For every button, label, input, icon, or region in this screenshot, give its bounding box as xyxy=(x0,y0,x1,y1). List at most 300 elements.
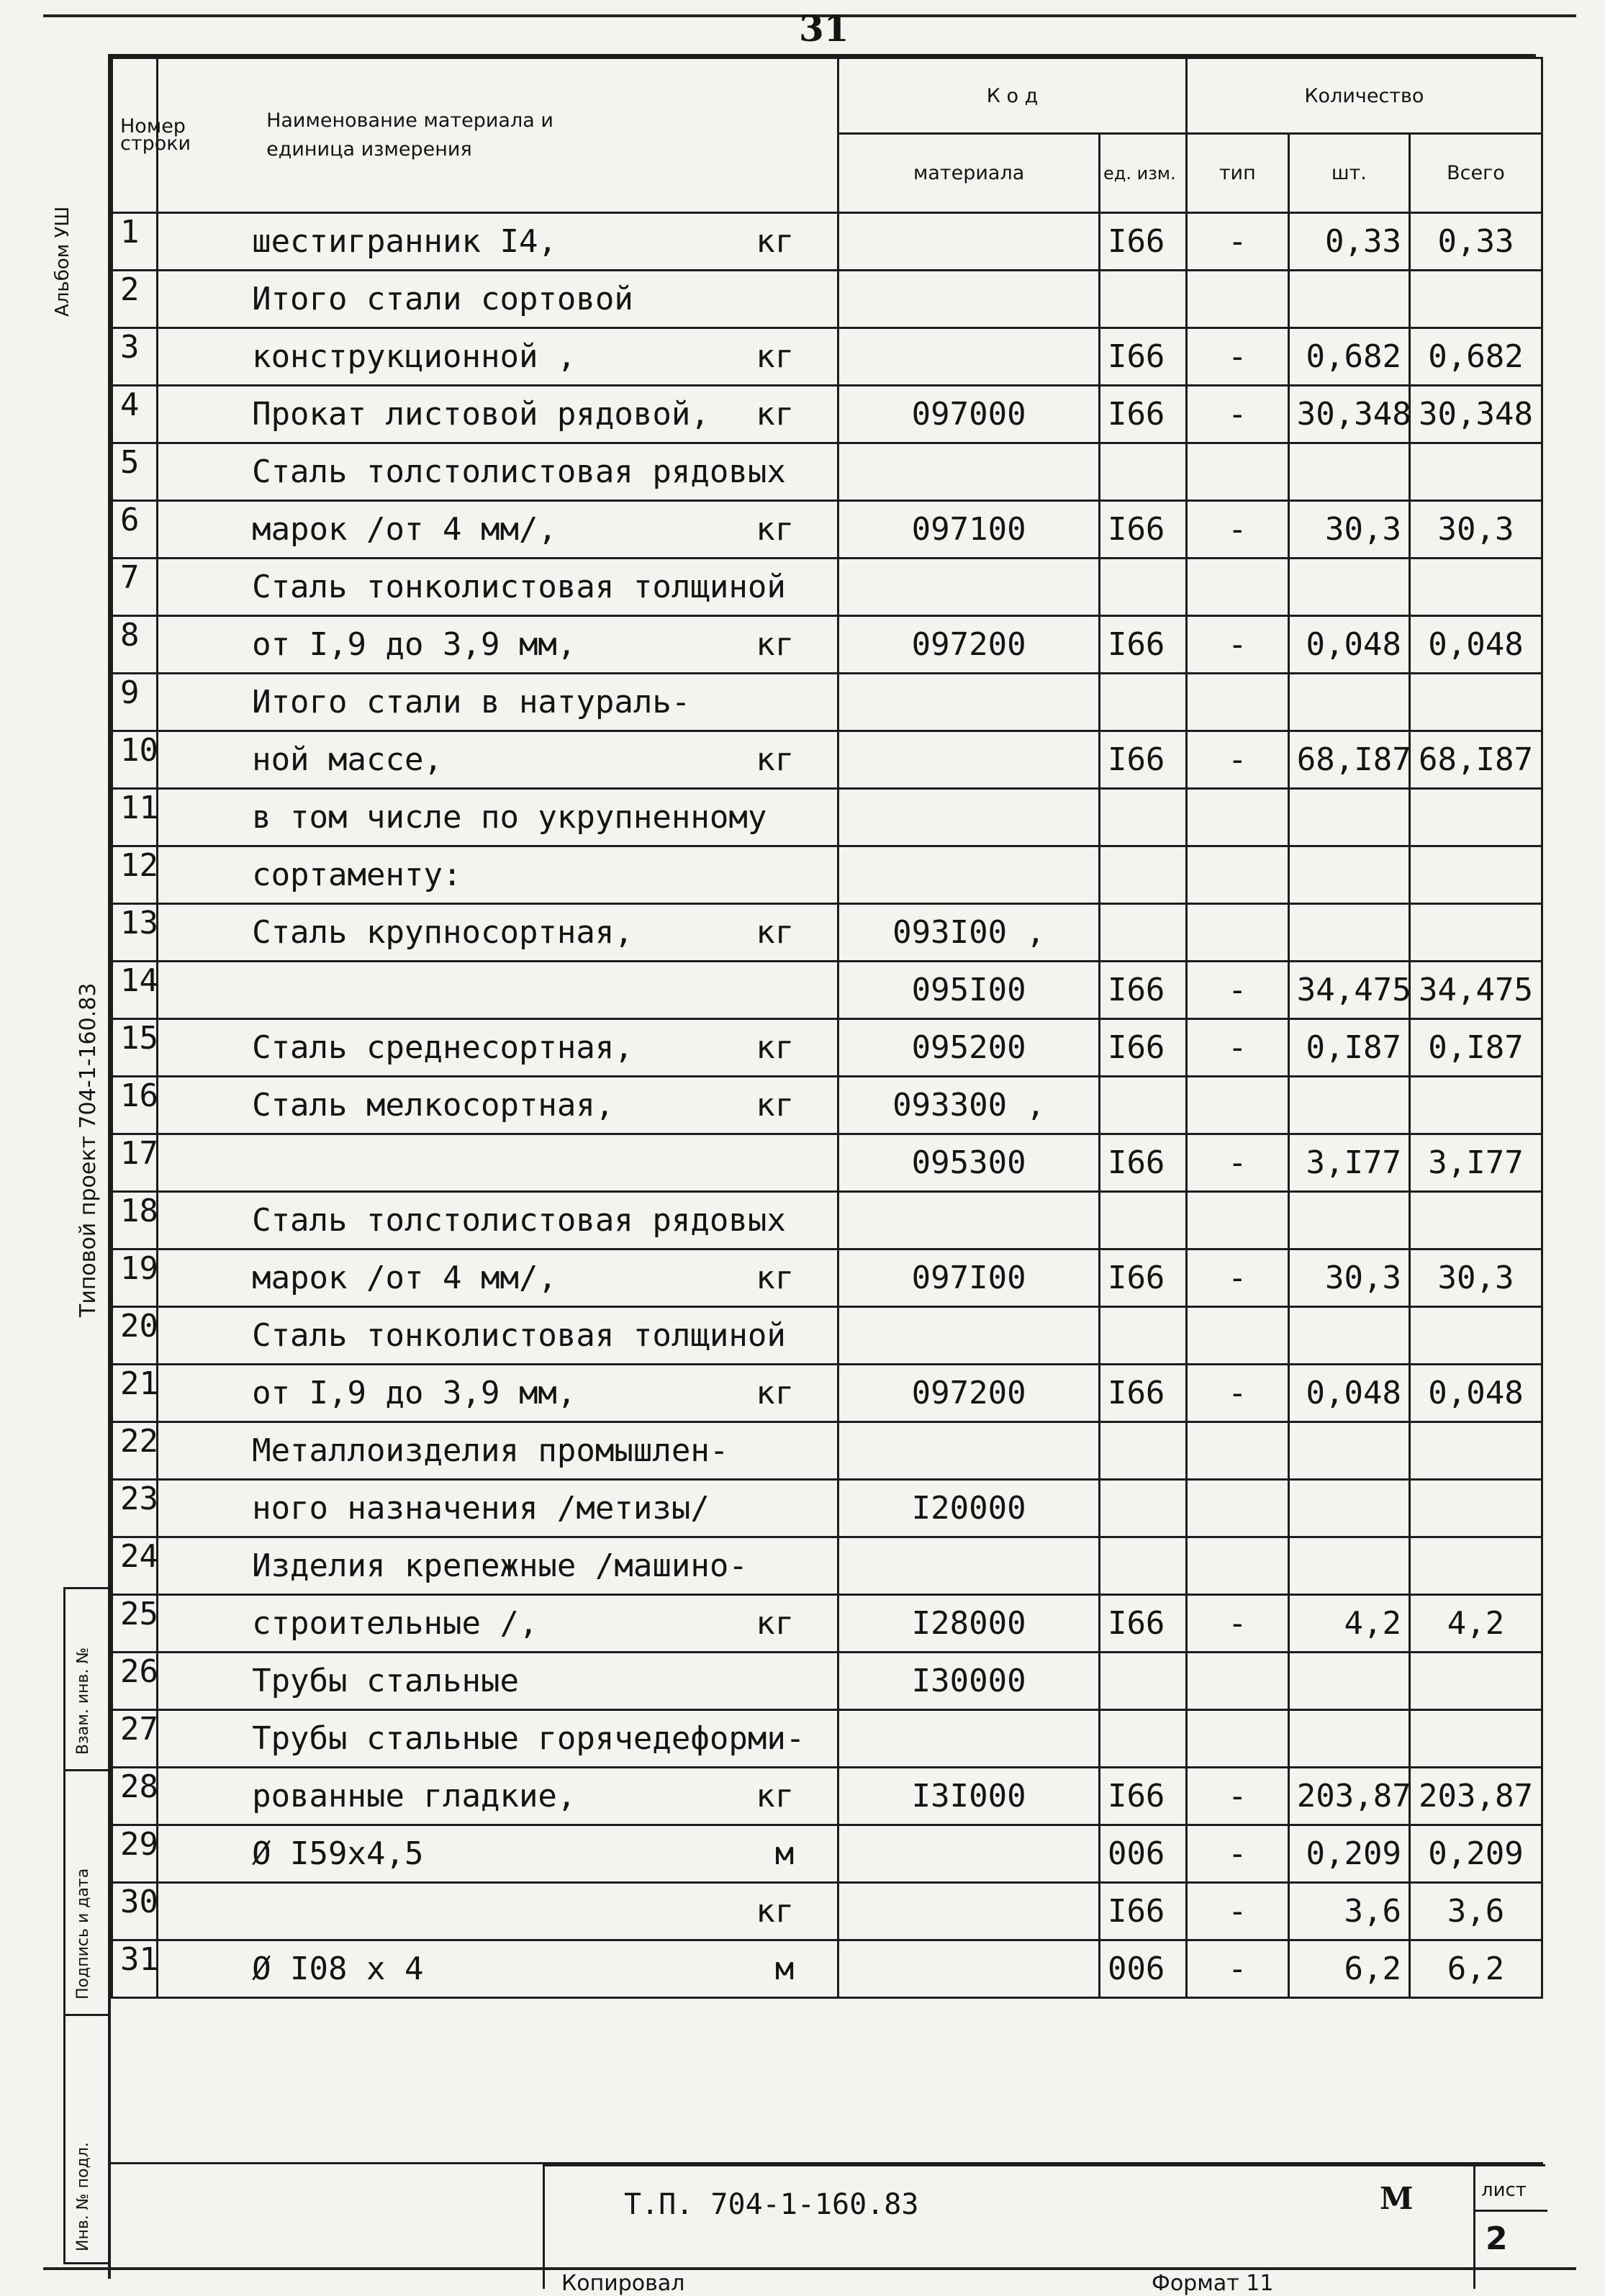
unit-label: кг xyxy=(756,396,795,433)
material-code xyxy=(838,213,1100,271)
per-unit-quantity: 0,209 xyxy=(1288,1825,1409,1883)
unit-code xyxy=(1099,1653,1186,1710)
type-value: - xyxy=(1186,1249,1288,1307)
total-quantity: 30,348 xyxy=(1409,386,1542,443)
per-unit-quantity: 0,I87 xyxy=(1288,1019,1409,1077)
material-name xyxy=(158,1653,838,1710)
per-unit-quantity: 3,6 xyxy=(1288,1883,1409,1940)
row-number: 18 xyxy=(112,1192,158,1249)
type-value: - xyxy=(1186,616,1288,674)
table-row xyxy=(112,1710,1542,1768)
sheet-cell xyxy=(1473,2166,1547,2289)
unit-code: 006 xyxy=(1099,1940,1186,1998)
type-value: - xyxy=(1186,962,1288,1019)
type-value xyxy=(1186,674,1288,731)
unit-code: I66 xyxy=(1099,1249,1186,1307)
table-row xyxy=(112,1768,1542,1825)
table-row xyxy=(112,1422,1542,1480)
type-value: - xyxy=(1186,1134,1288,1192)
material-name-text: конструкционной , xyxy=(252,338,577,375)
unit-code xyxy=(1099,904,1186,962)
type-value: - xyxy=(1186,328,1288,386)
title-block-main xyxy=(543,2164,1545,2289)
row-number: 7 xyxy=(112,559,158,616)
material-name xyxy=(158,674,838,731)
per-unit-quantity: 34,475 xyxy=(1288,962,1409,1019)
material-code xyxy=(838,1940,1100,1998)
unit-code: I66 xyxy=(1099,962,1186,1019)
material-name xyxy=(158,213,838,271)
header-name xyxy=(158,58,838,213)
table-row xyxy=(112,386,1542,443)
material-code: 097100 xyxy=(838,501,1100,559)
material-code xyxy=(838,559,1100,616)
material-name xyxy=(158,1365,838,1422)
material-name xyxy=(158,789,838,846)
per-unit-quantity xyxy=(1288,1710,1409,1768)
row-number: 20 xyxy=(112,1307,158,1365)
row-number: 12 xyxy=(112,846,158,904)
material-code: 097I00 xyxy=(838,1249,1100,1307)
bottom-rule xyxy=(43,2267,1576,2270)
table-row xyxy=(112,1883,1542,1940)
row-number: 6 xyxy=(112,501,158,559)
material-name-text: шестигранник I4, xyxy=(252,223,557,260)
row-number: 19 xyxy=(112,1249,158,1307)
per-unit-quantity xyxy=(1288,674,1409,731)
total-quantity xyxy=(1409,1422,1542,1480)
per-unit-quantity xyxy=(1288,443,1409,501)
total-quantity: 3,I77 xyxy=(1409,1134,1542,1192)
material-name-text: Сталь крупносортная, xyxy=(252,914,633,951)
material-code: I28000 xyxy=(838,1595,1100,1653)
per-unit-quantity xyxy=(1288,1537,1409,1595)
per-unit-quantity xyxy=(1288,1077,1409,1134)
total-quantity: 0,048 xyxy=(1409,1365,1542,1422)
unit-code xyxy=(1099,1307,1186,1365)
unit-label: м xyxy=(774,1835,795,1872)
margin-strip xyxy=(63,1587,110,2264)
table-row xyxy=(112,501,1542,559)
per-unit-quantity xyxy=(1288,1307,1409,1365)
total-quantity xyxy=(1409,904,1542,962)
material-name xyxy=(158,443,838,501)
material-name-text: от I,9 до 3,9 мм, xyxy=(252,1375,577,1411)
table-row xyxy=(112,731,1542,789)
stamp-m-mark: М xyxy=(1380,2181,1414,2216)
material-code xyxy=(838,1307,1100,1365)
type-value xyxy=(1186,904,1288,962)
type-value xyxy=(1186,1653,1288,1710)
page-number: 31 xyxy=(799,7,849,50)
per-unit-quantity: 3,I77 xyxy=(1288,1134,1409,1192)
type-value: - xyxy=(1186,1768,1288,1825)
header-material: материала xyxy=(838,134,1100,213)
per-unit-quantity xyxy=(1288,789,1409,846)
total-quantity: 3,6 xyxy=(1409,1883,1542,1940)
table-row xyxy=(112,904,1542,962)
format-label: Формат 11 xyxy=(1152,2271,1274,2296)
unit-code xyxy=(1099,271,1186,328)
total-quantity: 0,682 xyxy=(1409,328,1542,386)
per-unit-quantity xyxy=(1288,1653,1409,1710)
material-name-text: ного назначения /метизы/ xyxy=(252,1490,710,1527)
type-value: - xyxy=(1186,386,1288,443)
row-number: 4 xyxy=(112,386,158,443)
row-number: 3 xyxy=(112,328,158,386)
per-unit-quantity xyxy=(1288,846,1409,904)
material-name xyxy=(158,731,838,789)
row-number: 10 xyxy=(112,731,158,789)
type-value: - xyxy=(1186,1019,1288,1077)
total-quantity: 34,475 xyxy=(1409,962,1542,1019)
type-value: - xyxy=(1186,1883,1288,1940)
unit-label: кг xyxy=(756,741,795,778)
row-number: 16 xyxy=(112,1077,158,1134)
header-type: тип xyxy=(1186,134,1288,213)
per-unit-quantity: 30,348 xyxy=(1288,386,1409,443)
unit-label: кг xyxy=(756,511,795,548)
row-number: 8 xyxy=(112,616,158,674)
unit-label: кг xyxy=(756,1375,795,1411)
inv-podl-label: Инв. № подл. xyxy=(74,2142,92,2251)
row-number: 15 xyxy=(112,1019,158,1077)
total-quantity xyxy=(1409,443,1542,501)
material-name xyxy=(158,1249,838,1307)
material-name-text: Сталь среднесортная, xyxy=(252,1029,633,1066)
material-code xyxy=(838,1825,1100,1883)
row-number: 25 xyxy=(112,1595,158,1653)
unit-label: кг xyxy=(756,1260,795,1296)
material-name-text: строительные /, xyxy=(252,1605,538,1642)
unit-code: I66 xyxy=(1099,386,1186,443)
total-quantity xyxy=(1409,846,1542,904)
type-value xyxy=(1186,1192,1288,1249)
material-name xyxy=(158,386,838,443)
unit-code: I66 xyxy=(1099,1019,1186,1077)
material-code xyxy=(838,789,1100,846)
per-unit-quantity xyxy=(1288,1422,1409,1480)
unit-code xyxy=(1099,1480,1186,1537)
row-number: 21 xyxy=(112,1365,158,1422)
row-number: 29 xyxy=(112,1825,158,1883)
unit-code: I66 xyxy=(1099,1768,1186,1825)
row-number: 13 xyxy=(112,904,158,962)
material-name xyxy=(158,1077,838,1134)
total-quantity: 203,87 xyxy=(1409,1768,1542,1825)
material-name-text: Сталь толстолистовая рядовых xyxy=(252,453,786,490)
table-row xyxy=(112,1077,1542,1134)
material-name xyxy=(158,962,838,1019)
total-quantity xyxy=(1409,1077,1542,1134)
unit-code xyxy=(1099,846,1186,904)
table-row xyxy=(112,1192,1542,1249)
per-unit-quantity xyxy=(1288,1480,1409,1537)
material-name-text: Итого стали в натураль- xyxy=(252,684,691,720)
unit-code: I66 xyxy=(1099,213,1186,271)
header-row-number: Номер строки xyxy=(112,58,158,213)
table-row xyxy=(112,1019,1542,1077)
material-name xyxy=(158,328,838,386)
type-value: - xyxy=(1186,1595,1288,1653)
sheet-divider xyxy=(1475,2210,1547,2212)
total-quantity xyxy=(1409,559,1542,616)
per-unit-quantity: 0,33 xyxy=(1288,213,1409,271)
row-number: 23 xyxy=(112,1480,158,1537)
table-row xyxy=(112,1307,1542,1365)
unit-label: кг xyxy=(756,1087,795,1124)
table-row xyxy=(112,962,1542,1019)
type-value xyxy=(1186,443,1288,501)
material-code: 095300 xyxy=(838,1134,1100,1192)
inv-dubl-label: Взам. инв. № xyxy=(74,1647,92,1755)
doc-designation: Т.П. 704-1-160.83 xyxy=(624,2188,919,2221)
header-code: К о д xyxy=(838,58,1187,134)
unit-code xyxy=(1099,559,1186,616)
type-value xyxy=(1186,1537,1288,1595)
total-quantity xyxy=(1409,1480,1542,1537)
per-unit-quantity xyxy=(1288,1192,1409,1249)
unit-code: I66 xyxy=(1099,1134,1186,1192)
unit-label: кг xyxy=(756,1029,795,1066)
material-code: 097200 xyxy=(838,616,1100,674)
material-name xyxy=(158,1768,838,1825)
material-name xyxy=(158,1422,838,1480)
material-name-text: марок /от 4 мм/, xyxy=(252,511,557,548)
material-name xyxy=(158,1825,838,1883)
material-name xyxy=(158,1019,838,1077)
per-unit-quantity xyxy=(1288,559,1409,616)
material-name-text: Итого стали сортовой xyxy=(252,281,633,317)
signature-date-label: Подпись и дата xyxy=(74,1868,92,1999)
material-name xyxy=(158,1883,838,1940)
per-unit-quantity xyxy=(1288,271,1409,328)
type-value xyxy=(1186,846,1288,904)
material-name-text: Изделия крепежные /машино- xyxy=(252,1547,748,1584)
row-number: 30 xyxy=(112,1883,158,1940)
total-quantity: 0,048 xyxy=(1409,616,1542,674)
total-quantity xyxy=(1409,674,1542,731)
total-quantity xyxy=(1409,1710,1542,1768)
unit-code xyxy=(1099,1710,1186,1768)
table-row xyxy=(112,1365,1542,1422)
total-quantity: 30,3 xyxy=(1409,1249,1542,1307)
material-code: 095I00 xyxy=(838,962,1100,1019)
material-code xyxy=(838,846,1100,904)
material-name-text: Сталь тонколистовая толщиной xyxy=(252,1317,786,1354)
material-name-text: Трубы стальные горячедеформи- xyxy=(252,1720,805,1757)
total-quantity xyxy=(1409,1192,1542,1249)
unit-label: кг xyxy=(756,223,795,260)
table-row xyxy=(112,616,1542,674)
unit-code: I66 xyxy=(1099,501,1186,559)
material-code xyxy=(838,674,1100,731)
material-code: I30000 xyxy=(838,1653,1100,1710)
type-value xyxy=(1186,789,1288,846)
material-code xyxy=(838,1537,1100,1595)
per-unit-quantity xyxy=(1288,904,1409,962)
material-code xyxy=(838,1883,1100,1940)
table-row xyxy=(112,213,1542,271)
material-name xyxy=(158,846,838,904)
unit-code: I66 xyxy=(1099,1595,1186,1653)
material-name xyxy=(158,616,838,674)
material-code: I20000 xyxy=(838,1480,1100,1537)
material-code: 095200 xyxy=(838,1019,1100,1077)
total-quantity: 0,I87 xyxy=(1409,1019,1542,1077)
material-code xyxy=(838,328,1100,386)
material-name-text: марок /от 4 мм/, xyxy=(252,1260,557,1296)
row-number: 27 xyxy=(112,1710,158,1768)
unit-code xyxy=(1099,1077,1186,1134)
type-value: - xyxy=(1186,1825,1288,1883)
unit-code: I66 xyxy=(1099,731,1186,789)
material-name xyxy=(158,904,838,962)
material-code xyxy=(838,1710,1100,1768)
type-value: - xyxy=(1186,1365,1288,1422)
material-name xyxy=(158,1710,838,1768)
type-value: - xyxy=(1186,213,1288,271)
material-name-text: Прокат листовой рядовой, xyxy=(252,396,710,433)
spec-sheet xyxy=(108,54,1536,2279)
unit-label: кг xyxy=(756,338,795,375)
unit-code xyxy=(1099,1537,1186,1595)
unit-label: кг xyxy=(756,626,795,663)
table-row xyxy=(112,1134,1542,1192)
material-name xyxy=(158,1134,838,1192)
table-row xyxy=(112,1537,1542,1595)
material-code: 093I00 , xyxy=(838,904,1100,962)
table-row xyxy=(112,1940,1542,1998)
per-unit-quantity: 6,2 xyxy=(1288,1940,1409,1998)
type-value xyxy=(1186,1422,1288,1480)
total-quantity xyxy=(1409,1653,1542,1710)
material-name-text: сортаменту: xyxy=(252,857,462,893)
project-label: Типовой проект 704-1-160.83 xyxy=(76,982,101,1317)
row-number: 5 xyxy=(112,443,158,501)
unit-label: кг xyxy=(756,1778,795,1814)
table-row xyxy=(112,1825,1542,1883)
material-name-text: ной массе, xyxy=(252,741,443,778)
header-total: Всего xyxy=(1409,134,1542,213)
per-unit-quantity: 30,3 xyxy=(1288,501,1409,559)
per-unit-quantity: 0,682 xyxy=(1288,328,1409,386)
unit-code: I66 xyxy=(1099,1883,1186,1940)
type-value xyxy=(1186,1077,1288,1134)
material-code: I3I000 xyxy=(838,1768,1100,1825)
row-number: 14 xyxy=(112,962,158,1019)
row-number: 26 xyxy=(112,1653,158,1710)
per-unit-quantity: 203,87 xyxy=(1288,1768,1409,1825)
row-number: 11 xyxy=(112,789,158,846)
table-row xyxy=(112,789,1542,846)
unit-code xyxy=(1099,789,1186,846)
table-row xyxy=(112,443,1542,501)
material-name xyxy=(158,559,838,616)
header-name-text: Наименование материала и единица измерения xyxy=(266,109,553,161)
per-unit-quantity: 0,048 xyxy=(1288,616,1409,674)
header-quantity: Количество xyxy=(1186,58,1542,134)
total-quantity: 4,2 xyxy=(1409,1595,1542,1653)
type-value: - xyxy=(1186,1940,1288,1998)
type-value: - xyxy=(1186,501,1288,559)
material-name-text: Трубы стальные xyxy=(252,1663,519,1699)
per-unit-quantity: 68,I87 xyxy=(1288,731,1409,789)
material-code: 097200 xyxy=(838,1365,1100,1422)
material-name-text: в том числе по укрупненному xyxy=(252,799,767,836)
total-quantity: 68,I87 xyxy=(1409,731,1542,789)
material-code xyxy=(838,1192,1100,1249)
table-row xyxy=(112,1480,1542,1537)
sheet-label: лист xyxy=(1481,2179,1527,2201)
table-row xyxy=(112,271,1542,328)
per-unit-quantity: 0,048 xyxy=(1288,1365,1409,1422)
total-quantity: 0,209 xyxy=(1409,1825,1542,1883)
type-value xyxy=(1186,1307,1288,1365)
album-label: Альбом УШ xyxy=(52,206,73,317)
unit-code xyxy=(1099,1422,1186,1480)
row-number: 22 xyxy=(112,1422,158,1480)
material-name xyxy=(158,1595,838,1653)
unit-code: I66 xyxy=(1099,328,1186,386)
material-name xyxy=(158,501,838,559)
material-code xyxy=(838,271,1100,328)
row-number: 9 xyxy=(112,674,158,731)
unit-label: кг xyxy=(756,1605,795,1642)
total-quantity: 6,2 xyxy=(1409,1940,1542,1998)
type-value xyxy=(1186,559,1288,616)
unit-label: кг xyxy=(756,1893,795,1930)
unit-code xyxy=(1099,1192,1186,1249)
table-row xyxy=(112,1595,1542,1653)
type-value xyxy=(1186,271,1288,328)
table-body xyxy=(112,213,1542,1998)
material-name-text: Сталь тонколистовая толщиной xyxy=(252,569,786,605)
material-code: 097000 xyxy=(838,386,1100,443)
unit-code xyxy=(1099,443,1186,501)
type-value xyxy=(1186,1710,1288,1768)
row-number: 2 xyxy=(112,271,158,328)
material-name xyxy=(158,1307,838,1365)
row-number: 24 xyxy=(112,1537,158,1595)
table-row xyxy=(112,559,1542,616)
material-name xyxy=(158,1480,838,1537)
table-row xyxy=(112,846,1542,904)
row-number: 31 xyxy=(112,1940,158,1998)
table-row xyxy=(112,674,1542,731)
total-quantity xyxy=(1409,1307,1542,1365)
row-number: 28 xyxy=(112,1768,158,1825)
unit-code: I66 xyxy=(1099,616,1186,674)
material-name-text: Ø I08 х 4 xyxy=(252,1951,424,1987)
total-quantity: 30,3 xyxy=(1409,501,1542,559)
total-quantity xyxy=(1409,1537,1542,1595)
type-value xyxy=(1186,1480,1288,1537)
material-name-text: от I,9 до 3,9 мм, xyxy=(252,626,577,663)
header-unit-meas: ед. изм. xyxy=(1099,134,1186,213)
total-quantity xyxy=(1409,789,1542,846)
material-table xyxy=(111,57,1543,1999)
material-name xyxy=(158,1192,838,1249)
material-name xyxy=(158,271,838,328)
material-name-text: Сталь толстолистовая рядовых xyxy=(252,1202,786,1239)
material-name xyxy=(158,1537,838,1595)
sheet-number: 2 xyxy=(1486,2220,1508,2257)
unit-code: 006 xyxy=(1099,1825,1186,1883)
material-code: 093300 , xyxy=(838,1077,1100,1134)
row-number: 17 xyxy=(112,1134,158,1192)
material-name-text: Металлоизделия промышлен- xyxy=(252,1432,729,1469)
